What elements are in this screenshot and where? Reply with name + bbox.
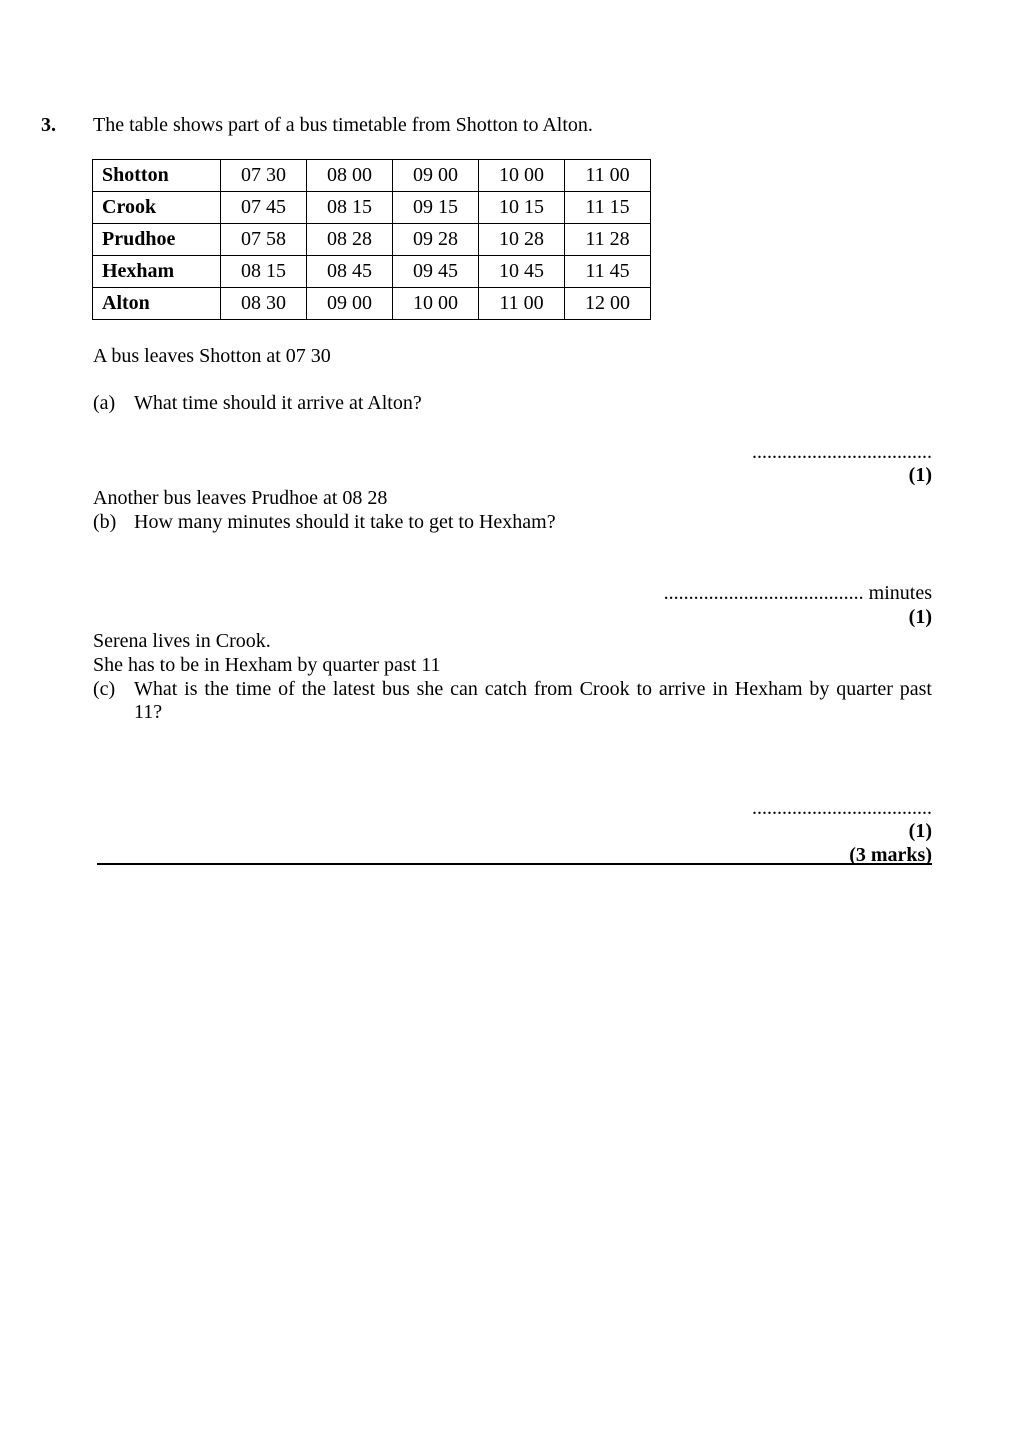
station-name: Crook — [93, 192, 221, 224]
time-cell: 11 00 — [565, 160, 651, 192]
time-cell: 09 28 — [393, 224, 479, 256]
question-number: 3. — [41, 114, 56, 136]
part-c-answer-line[interactable]: .................................... — [752, 797, 932, 819]
time-cell: 08 45 — [307, 256, 393, 288]
time-cell: 09 15 — [393, 192, 479, 224]
part-b-marks: (1) — [908, 606, 932, 628]
time-cell: 09 00 — [307, 288, 393, 320]
time-cell: 10 15 — [479, 192, 565, 224]
station-name: Prudhoe — [93, 224, 221, 256]
time-cell: 11 28 — [565, 224, 651, 256]
station-name: Shotton — [93, 160, 221, 192]
station-name: Alton — [93, 288, 221, 320]
total-marks: (3 marks) — [849, 844, 932, 866]
part-c-context-1: Serena lives in Crook. — [93, 630, 271, 652]
time-cell: 11 15 — [565, 192, 651, 224]
time-cell: 11 00 — [479, 288, 565, 320]
bus-timetable — [92, 159, 651, 320]
part-b-answer-line[interactable]: ........................................ — [663, 582, 864, 604]
time-cell: 08 15 — [307, 192, 393, 224]
time-cell: 10 28 — [479, 224, 565, 256]
time-cell: 08 30 — [221, 288, 307, 320]
table-row — [93, 224, 651, 256]
time-cell: 11 45 — [565, 256, 651, 288]
part-a-context: A bus leaves Shotton at 07 30 — [93, 345, 331, 367]
part-c-marks: (1) — [908, 820, 932, 842]
part-b-label: (b) — [93, 511, 117, 533]
time-cell: 08 28 — [307, 224, 393, 256]
table-row — [93, 192, 651, 224]
part-c-question-line-1: What is the time of the latest bus she can catch from Crook to arrive in Hexham by quarter past — [134, 678, 932, 700]
time-cell: 09 00 — [393, 160, 479, 192]
section-divider — [97, 863, 932, 865]
part-a-label: (a) — [93, 392, 116, 414]
part-a-question: What time should it arrive at Alton? — [134, 392, 422, 414]
time-cell: 08 15 — [221, 256, 307, 288]
part-b-answer[interactable] — [664, 581, 932, 605]
part-b-question: How many minutes should it take to get to Hexham? — [134, 511, 556, 533]
part-a-answer-line[interactable]: .................................... — [752, 441, 932, 463]
time-cell: 08 00 — [307, 160, 393, 192]
time-cell: 09 45 — [393, 256, 479, 288]
station-name: Hexham — [93, 256, 221, 288]
time-cell: 07 58 — [221, 224, 307, 256]
table-row — [93, 256, 651, 288]
time-cell: 07 45 — [221, 192, 307, 224]
time-cell: 07 30 — [221, 160, 307, 192]
question-intro: The table shows part of a bus timetable from Shotton to Alton. — [93, 114, 593, 136]
part-b-context: Another bus leaves Prudhoe at 08 28 — [93, 487, 388, 509]
table-row — [93, 160, 651, 192]
time-cell: 10 00 — [479, 160, 565, 192]
table-row — [93, 288, 651, 320]
part-c-context-2: She has to be in Hexham by quarter past 11 — [93, 654, 441, 676]
part-c-question-line-2: 11? — [134, 701, 163, 723]
time-cell: 12 00 — [565, 288, 651, 320]
part-c-label: (c) — [93, 678, 116, 700]
part-a-marks: (1) — [908, 464, 932, 486]
time-cell: 10 45 — [479, 256, 565, 288]
part-b-answer-unit: minutes — [868, 582, 932, 604]
time-cell: 10 00 — [393, 288, 479, 320]
